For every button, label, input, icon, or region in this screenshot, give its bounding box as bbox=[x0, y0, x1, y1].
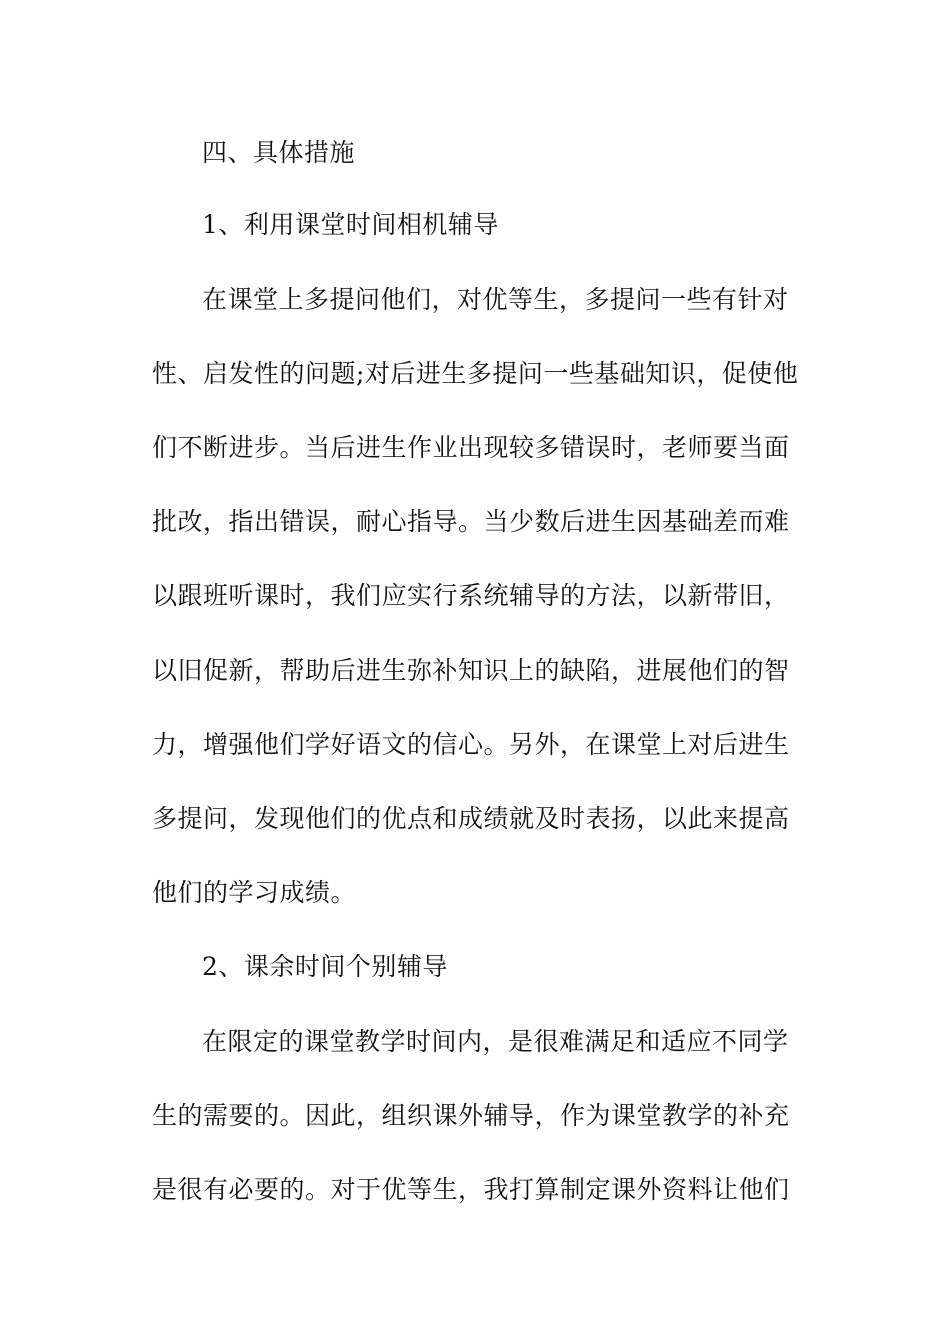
paragraph-line: 们不断进步。当后进生作业出现较多错误时，老师要当面 bbox=[152, 433, 790, 462]
paragraph-line: 力，增强他们学好语文的信心。另外，在课堂上对后进生 bbox=[152, 730, 790, 759]
paragraph-line: 生的需要的。因此，组织课外辅导，作为课堂教学的补充 bbox=[152, 1101, 790, 1130]
paragraph-line: 是很有必要的。对于优等生，我打算制定课外资料让他们 bbox=[152, 1175, 790, 1204]
paragraph-line: 在限定的课堂教学时间内，是很难满足和适应不同学 bbox=[202, 1027, 789, 1056]
subheading-1: 1、利用课堂时间相机辅导 bbox=[202, 210, 499, 239]
paragraph-line: 以跟班听课时，我们应实行系统辅导的方法，以新带旧， bbox=[152, 581, 790, 610]
paragraph-line: 以旧促新，帮助后进生弥补知识上的缺陷，进展他们的智 bbox=[152, 656, 790, 685]
paragraph-line: 他们的学习成绩。 bbox=[152, 878, 357, 907]
paragraph-line: 批改，指出错误，耐心指导。当少数后进生因基础差而难 bbox=[152, 507, 790, 536]
paragraph-line: 多提问，发现他们的优点和成绩就及时表扬，以此来提高 bbox=[152, 804, 790, 833]
subheading-2: 2、课余时间个别辅导 bbox=[202, 952, 448, 981]
paragraph-line: 性、启发性的问题;对后进生多提问一些基础知识，促使他 bbox=[152, 359, 799, 388]
section-heading: 四、具体措施 bbox=[202, 138, 356, 167]
paragraph-line: 在课堂上多提问他们，对优等生，多提问一些有针对 bbox=[202, 285, 789, 314]
